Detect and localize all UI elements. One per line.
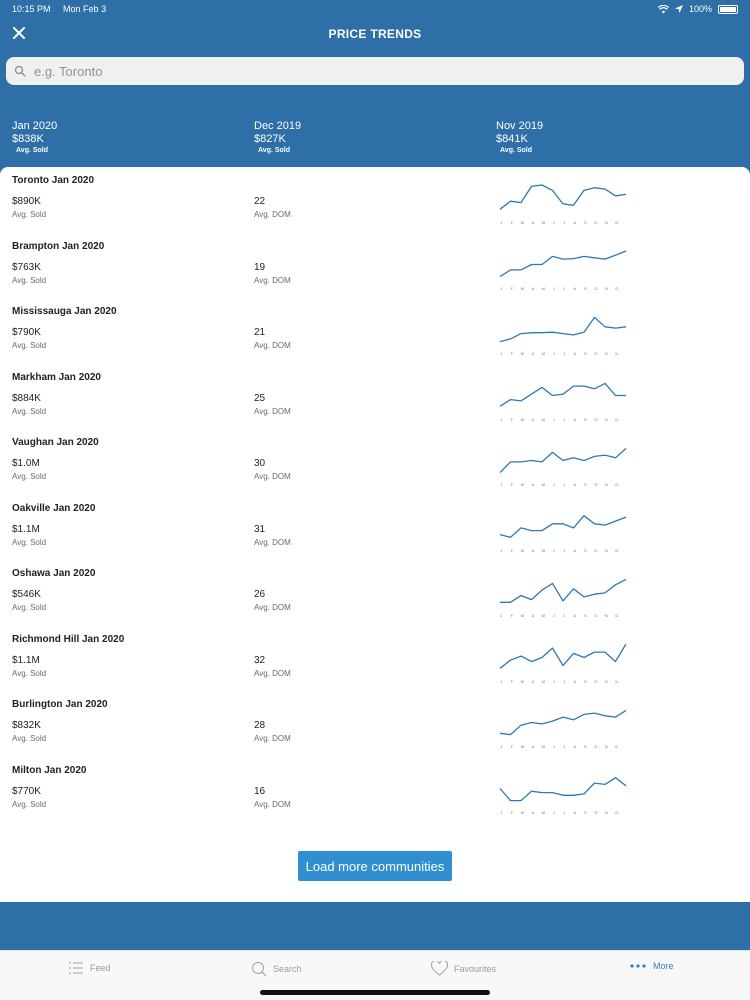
sparkline-month-tick: D [615, 220, 619, 225]
sparkline-month-tick: S [583, 547, 587, 553]
sparkline-month-tick: D [615, 809, 619, 815]
sparkline-month-tick: D [615, 482, 619, 487]
community-row[interactable] [0, 429, 750, 494]
community-row[interactable] [0, 364, 750, 429]
community-dom-label: Avg. DOM [254, 275, 291, 285]
search-bar[interactable] [6, 57, 744, 85]
sparkline-month-tick: J [500, 809, 503, 815]
search-input[interactable] [34, 64, 724, 79]
sparkline-trend-line [500, 710, 626, 734]
summary-jan-2020 [12, 120, 57, 156]
tab-feed[interactable] [68, 961, 111, 975]
sparkline-month-tick: A [531, 482, 535, 487]
trend-sparkline [498, 248, 628, 293]
sparkline-month-tick: O [594, 744, 598, 749]
community-dom: 22 [254, 196, 266, 207]
communities-card [0, 167, 750, 902]
sparkline-month-tick: F [510, 220, 514, 225]
sparkline-month-tick: J [500, 613, 503, 618]
sparkline-month-tick: O [594, 220, 598, 225]
community-title: Mississauga Jan 2020 [12, 306, 117, 317]
status-bar [0, 0, 750, 18]
community-dom: 32 [254, 654, 266, 666]
sparkline-month-tick: A [573, 613, 577, 618]
sparkline-month-tick: A [531, 416, 535, 422]
sparkline-month-tick: J [563, 416, 566, 422]
sparkline-month-tick: F [510, 678, 514, 684]
sparkline-month-tick: M [541, 744, 545, 749]
sparkline-month-tick: A [573, 809, 577, 815]
community-dom-label: Avg. DOM [254, 472, 291, 481]
sparkline-month-tick: D [615, 613, 619, 618]
sparkline-month-tick: N [604, 547, 608, 553]
nav-bar [0, 18, 750, 52]
sparkline-month-tick: S [583, 678, 587, 684]
search-icon [14, 65, 26, 77]
summary-month: Dec 2019 [254, 120, 302, 132]
community-row[interactable] [0, 626, 750, 691]
tab-feed-label: Feed [90, 963, 111, 973]
community-title: Toronto Jan 2020 [12, 175, 95, 186]
community-price: $546K [12, 589, 41, 600]
sparkline-month-tick: O [594, 613, 598, 618]
list-icon [68, 961, 84, 975]
sparkline-month-tick: N [604, 285, 608, 291]
sparkline-month-tick: J [563, 351, 566, 356]
sparkline-month-tick: D [615, 744, 619, 749]
sparkline-month-tick: M [541, 220, 545, 225]
community-dom-label: Avg. DOM [254, 537, 291, 547]
summary-label: Avg. Sold [258, 147, 291, 154]
tab-favourites-label: Favourites [454, 963, 497, 974]
sparkline-month-tick: A [573, 547, 577, 553]
community-title: Brampton Jan 2020 [12, 240, 105, 252]
sparkline-month-tick: J [563, 678, 566, 684]
sparkline-month-tick: M [520, 678, 524, 684]
community-dom: 26 [254, 589, 266, 600]
sparkline-trend-line [500, 448, 626, 472]
sparkline-month-tick: J [552, 416, 555, 422]
community-title: Oshawa Jan 2020 [12, 568, 96, 579]
sparkline-trend-line [500, 579, 626, 602]
sparkline-month-tick: J [500, 285, 503, 291]
community-row[interactable] [0, 757, 750, 822]
community-price-label: Avg. Sold [12, 537, 47, 547]
community-price: $884K [12, 392, 41, 404]
trend-sparkline [498, 706, 628, 751]
sparkline-trend-line [500, 777, 626, 800]
community-dom: 25 [254, 392, 266, 404]
community-dom-label: Avg. DOM [254, 603, 291, 612]
tab-more[interactable] [629, 961, 674, 971]
community-price: $832K [12, 720, 41, 731]
location-icon [675, 5, 683, 13]
sparkline-month-tick: M [520, 220, 524, 225]
community-title: Markham Jan 2020 [12, 371, 101, 383]
sparkline-month-tick: A [531, 678, 535, 684]
battery-icon [718, 5, 738, 14]
sparkline-month-tick: O [594, 351, 598, 356]
sparkline-month-tick: J [563, 613, 566, 618]
sparkline-trend-line [500, 251, 626, 277]
summary-value: $838K [12, 133, 44, 145]
community-title: Vaughan Jan 2020 [12, 437, 99, 448]
community-dom-label: Avg. DOM [254, 406, 291, 416]
sparkline-month-tick: J [500, 351, 503, 356]
sparkline-month-tick: F [510, 613, 514, 618]
sparkline-month-tick: J [500, 482, 503, 487]
sparkline-month-tick: O [594, 482, 598, 487]
sparkline-month-tick: J [552, 482, 555, 487]
community-dom: 16 [254, 785, 266, 797]
community-dom-label: Avg. DOM [254, 668, 291, 678]
community-price-label: Avg. Sold [12, 210, 47, 219]
sparkline-month-tick: A [531, 285, 535, 291]
battery-percent: 100% [688, 4, 712, 14]
community-price: $890K [12, 196, 41, 207]
community-price: $1.1M [12, 523, 40, 535]
sparkline-month-tick: N [604, 351, 608, 356]
sparkline-month-tick: S [583, 613, 587, 618]
sparkline-month-tick: A [573, 482, 577, 487]
community-title: Burlington Jan 2020 [12, 699, 108, 710]
community-title: Oakville Jan 2020 [12, 502, 96, 514]
community-price-label: Avg. Sold [12, 603, 47, 612]
sparkline-month-tick: D [615, 351, 619, 356]
community-price-label: Avg. Sold [12, 341, 47, 350]
community-dom: 30 [254, 458, 266, 469]
sparkline-month-tick: A [573, 744, 577, 749]
sparkline-month-tick: J [500, 416, 503, 422]
community-price: $1.1M [12, 654, 40, 666]
community-price: $763K [12, 261, 41, 273]
community-row[interactable] [0, 233, 750, 298]
sparkline-month-tick: A [531, 351, 535, 356]
sparkline-month-tick: M [541, 285, 545, 291]
sparkline-trend-line [500, 383, 626, 406]
community-price: $790K [12, 327, 41, 338]
summary-nov-2019 [496, 120, 543, 156]
more-dots-icon [629, 963, 647, 969]
community-price-label: Avg. Sold [12, 275, 47, 285]
wifi-icon [658, 5, 669, 14]
sparkline-month-tick: M [541, 613, 545, 618]
community-price-label: Avg. Sold [12, 472, 47, 481]
sparkline-month-tick: J [563, 482, 566, 487]
community-price-label: Avg. Sold [12, 734, 47, 743]
summary-month: Jan 2020 [12, 120, 58, 132]
community-dom-label: Avg. DOM [254, 210, 291, 219]
community-dom: 28 [254, 720, 266, 731]
sparkline-month-tick: M [541, 678, 545, 684]
sparkline-month-tick: A [531, 809, 535, 815]
sparkline-month-tick: M [520, 351, 524, 356]
sparkline-month-tick: F [510, 351, 514, 356]
sparkline-month-tick: M [520, 285, 524, 291]
tab-search[interactable] [251, 961, 302, 977]
sparkline-month-tick: A [573, 416, 577, 422]
sparkline-month-tick: J [552, 285, 555, 291]
community-price-label: Avg. Sold [12, 799, 47, 809]
sparkline-month-tick: J [552, 809, 555, 815]
sparkline-month-tick: M [541, 809, 545, 815]
community-dom: 31 [254, 523, 266, 535]
trend-sparkline [498, 313, 628, 358]
home-indicator [260, 990, 490, 995]
sparkline-month-tick: S [583, 351, 587, 356]
community-row[interactable] [0, 691, 750, 756]
sparkline-month-tick: J [552, 547, 555, 553]
sparkline-month-tick: J [563, 809, 566, 815]
sparkline-month-tick: M [520, 744, 524, 749]
sparkline-month-tick: A [531, 220, 535, 225]
sparkline-month-tick: M [541, 482, 545, 487]
trend-sparkline [498, 510, 628, 555]
sparkline-month-tick: D [615, 547, 619, 553]
trend-sparkline [498, 641, 628, 686]
search-icon [251, 961, 267, 977]
summary-month: Nov 2019 [496, 120, 544, 132]
sparkline-month-tick: A [573, 351, 577, 356]
community-row[interactable] [0, 298, 750, 363]
tab-more-label: More [653, 961, 674, 971]
sparkline-month-tick: D [615, 678, 619, 684]
community-price: $770K [12, 785, 41, 797]
sparkline-month-tick: J [500, 678, 503, 684]
sparkline-month-tick: N [604, 678, 608, 684]
footer-band [0, 902, 750, 950]
community-dom-label: Avg. DOM [254, 341, 291, 350]
sparkline-month-tick: J [563, 547, 566, 553]
sparkline-month-tick: A [573, 220, 577, 225]
sparkline-month-tick: M [520, 482, 524, 487]
sparkline-month-tick: M [520, 547, 524, 553]
community-price-label: Avg. Sold [12, 406, 47, 416]
trend-sparkline [498, 575, 628, 620]
sparkline-month-tick: O [594, 285, 598, 291]
load-more-button[interactable]: Load more communities [298, 851, 452, 881]
summary-value: $827K [254, 133, 286, 145]
sparkline-month-tick: A [531, 744, 535, 749]
sparkline-month-tick: S [583, 744, 587, 749]
community-dom-label: Avg. DOM [254, 734, 291, 743]
page-title: PRICE TRENDS [328, 27, 422, 41]
community-row[interactable] [0, 167, 750, 232]
sparkline-month-tick: D [615, 416, 619, 422]
sparkline-month-tick: J [500, 220, 503, 225]
sparkline-month-tick: J [552, 744, 555, 749]
sparkline-month-tick: A [531, 613, 535, 618]
sparkline-month-tick: J [500, 744, 503, 749]
community-price: $1.0M [12, 458, 40, 469]
sparkline-month-tick: J [563, 220, 566, 225]
sparkline-month-tick: A [573, 678, 577, 684]
sparkline-month-tick: D [615, 285, 619, 291]
sparkline-month-tick: M [541, 351, 545, 356]
tab-favourites[interactable] [431, 961, 496, 976]
sparkline-month-tick: O [594, 809, 598, 815]
sparkline-month-tick: N [604, 613, 608, 618]
community-row[interactable] [0, 495, 750, 560]
tab-search-label: Search [273, 964, 302, 974]
sparkline-month-tick: N [604, 744, 608, 749]
summary-dec-2019 [254, 120, 301, 156]
sparkline-trend-line [500, 317, 626, 341]
trend-sparkline [498, 444, 628, 489]
community-row[interactable] [0, 560, 750, 625]
sparkline-month-tick: M [541, 547, 545, 553]
sparkline-month-tick: M [520, 613, 524, 618]
community-dom: 21 [254, 327, 266, 338]
community-dom-label: Avg. DOM [254, 799, 291, 809]
summary-label: Avg. Sold [16, 147, 49, 154]
sparkline-month-tick: A [573, 285, 577, 291]
sparkline-month-tick: S [583, 416, 587, 422]
sparkline-month-tick: M [541, 416, 545, 422]
sparkline-month-tick: N [604, 220, 608, 225]
heart-icon [431, 961, 448, 976]
trend-sparkline [498, 772, 628, 817]
sparkline-month-tick: O [594, 547, 598, 553]
community-title: Milton Jan 2020 [12, 764, 87, 776]
trend-sparkline [498, 182, 628, 227]
sparkline-month-tick: J [552, 220, 555, 225]
sparkline-month-tick: J [500, 547, 503, 553]
sparkline-month-tick: S [583, 285, 587, 291]
sparkline-month-tick: O [594, 678, 598, 684]
sparkline-trend-line [500, 644, 626, 668]
community-title: Richmond Hill Jan 2020 [12, 633, 125, 645]
sparkline-month-tick: F [510, 416, 514, 422]
sparkline-month-tick: N [604, 416, 608, 422]
status-date: Mon Feb 3 [63, 4, 107, 14]
sparkline-month-tick: F [510, 547, 514, 553]
sparkline-month-tick: F [510, 482, 514, 487]
sparkline-month-tick: F [510, 744, 514, 749]
sparkline-month-tick: J [552, 678, 555, 684]
sparkline-month-tick: J [552, 613, 555, 618]
sparkline-month-tick: J [552, 351, 555, 356]
sparkline-month-tick: F [510, 285, 514, 291]
sparkline-month-tick: M [520, 416, 524, 422]
sparkline-month-tick: N [604, 809, 608, 815]
sparkline-month-tick: S [583, 220, 587, 225]
sparkline-month-tick: F [510, 809, 514, 815]
sparkline-month-tick: O [594, 416, 598, 422]
sparkline-month-tick: N [604, 482, 608, 487]
sparkline-trend-line [500, 515, 626, 537]
sparkline-month-tick: M [520, 809, 524, 815]
sparkline-trend-line [500, 185, 626, 209]
sparkline-month-tick: S [583, 482, 587, 487]
sparkline-month-tick: J [563, 744, 566, 749]
summary-value: $841K [496, 133, 528, 145]
trend-sparkline [498, 379, 628, 424]
summary-label: Avg. Sold [500, 147, 533, 154]
community-price-label: Avg. Sold [12, 668, 47, 678]
community-dom: 19 [254, 261, 266, 273]
sparkline-month-tick: J [563, 285, 566, 291]
sparkline-month-tick: S [583, 809, 587, 815]
sparkline-month-tick: A [531, 547, 535, 553]
status-time: 10:15 PM [12, 4, 51, 14]
